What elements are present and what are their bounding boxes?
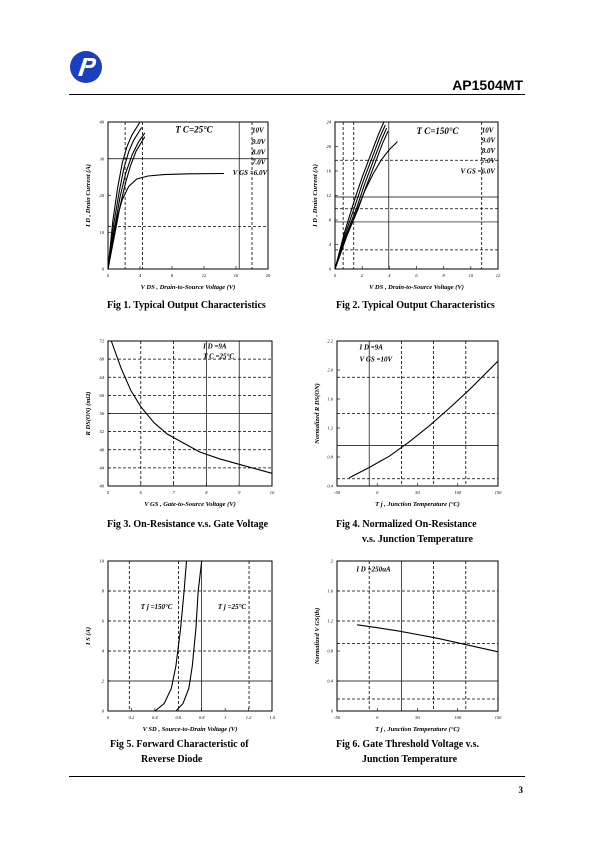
x-tick-label: 6 [139,490,142,495]
x-tick-label: 0 [333,273,337,278]
chart-annotation: T C=150°C [416,125,459,136]
y-tick-label: 1.6 [327,588,333,594]
x-axis-title: T j , Junction Temperature (°C) [375,501,460,508]
fig5-caption-line2: Reverse Diode [141,754,203,765]
y-tick-label: 0.4 [327,678,333,684]
x-tick-label: 9 [238,490,241,495]
series-line-0 [357,625,498,652]
y-tick-label: 64 [99,374,104,380]
x-tick-label: 2 [361,273,364,278]
chart-annotation: T C=25°C [175,124,213,135]
y-tick-label: 8 [101,588,104,594]
y-tick-label: 10 [99,229,104,235]
y-tick-label: 0 [328,266,331,272]
y-tick-label: 4 [328,242,331,247]
x-tick-label: 0 [106,273,110,278]
x-tick-label: -50 [334,715,340,720]
chart-annotation: 7.0V [481,157,496,166]
plot-frame [337,561,498,711]
x-tick-label: 50 [415,490,420,495]
y-tick-label: 44 [99,465,104,471]
y-tick-label: 0.8 [327,454,333,460]
fig5-caption-line1: Fig 5. Forward Characteristic of [110,739,249,750]
header-rule [69,94,525,95]
chart-annotation: V GS =10V [359,355,393,364]
x-tick-label: 5 [106,490,110,495]
y-tick-label: 20 [99,193,104,198]
x-tick-label: 1.2 [245,715,252,720]
y-tick-label: 0 [101,266,104,272]
chart-annotation: 7.0V [252,158,266,167]
y-axis-title: R DS(ON) (mΩ) [85,391,92,436]
y-axis-title: I D , Drain Current (A) [85,164,92,227]
ap-logo [69,50,103,84]
x-tick-label: 0.6 [175,715,182,720]
x-tick-label: 4 [138,273,142,278]
x-tick-label: 8 [170,273,174,278]
x-axis-title: V DS , Drain-to-Source Voltage (V) [369,284,464,291]
plot-frame [108,561,272,711]
y-tick-label: 68 [99,356,104,362]
y-tick-label: 52 [99,429,104,435]
x-tick-label: 7 [172,490,175,495]
y-tick-label: 1.6 [327,396,333,402]
page-number: 3 [518,785,523,795]
series-line-0 [349,361,498,478]
y-tick-label: 8 [328,217,331,223]
x-tick-label: 150 [494,490,502,495]
x-axis-title: V GS , Gate-to-Source Voltage (V) [144,501,236,508]
chart-fig5 [68,551,275,733]
y-axis-title: Normalized V GS(th) [314,607,321,665]
y-tick-label: 56 [99,411,104,416]
x-tick-label: 12 [495,273,501,278]
fig3-caption: Fig 3. On-Resistance v.s. Gate Voltage [107,519,269,530]
chart-annotation: T j =25°C [217,603,247,611]
y-tick-label: 72 [99,338,104,344]
x-tick-label: 10 [468,273,474,278]
y-tick-label: 60 [99,392,104,398]
y-tick-label: 48 [99,447,104,453]
series-line-t-j-150-c [155,561,187,711]
y-tick-label: 40 [99,483,104,489]
chart-annotation: V GS =6.0V [460,167,495,176]
x-tick-label: 50 [415,715,420,720]
y-tick-label: 2.2 [327,338,333,344]
y-tick-label: 0.8 [327,648,333,654]
fig2-caption: Fig 2. Typical Output Characteristics [336,300,495,311]
x-tick-label: 0.4 [152,715,158,720]
x-tick-label: 4 [388,273,391,278]
fig6-caption-line1: Fig 6. Gate Threshold Voltage v.s. [336,739,479,750]
fig6-caption-line2: Junction Temperature [362,754,458,765]
y-tick-label: 10 [99,558,104,564]
series-line-7-0v [108,137,145,269]
chart-annotation: I D =250uA [356,565,391,574]
x-tick-label: 100 [454,490,462,495]
x-tick-label: 1.4 [269,715,275,720]
chart-annotation: T j =150°C [140,603,173,611]
chart-annotation: I D =9A [203,342,227,351]
x-tick-label: 0.8 [198,715,205,720]
y-axis-title: Normalized R DS(ON) [314,383,321,444]
x-axis-title: V DS , Drain-to-Source Voltage (V) [140,284,236,291]
x-axis-title: T j , Junction Temperature (°C) [375,726,460,733]
y-tick-label: 2 [101,678,104,684]
y-tick-label: 4 [101,648,104,654]
plot-frame [335,122,498,269]
x-tick-label: 0 [376,715,379,720]
x-tick-label: -50 [334,490,340,495]
x-axis-title: V SD , Source-to-Drain Voltage (V) [142,726,238,733]
chart-annotation: 10V [252,126,264,135]
y-tick-label: 1.2 [327,425,333,431]
y-tick-label: 2.0 [327,367,333,373]
chart-fig4 [302,333,502,513]
chart-annotation: 9.0V [481,136,496,145]
y-tick-label: 6 [101,618,104,624]
chart-annotation: 8.0V [481,146,496,155]
fig1-caption: Fig 1. Typical Output Characteristics [107,300,266,311]
y-tick-label: 2 [330,558,333,564]
y-tick-label: 20 [326,144,331,149]
y-tick-label: 40 [99,119,104,125]
chart-annotation: 10V [481,126,494,135]
x-tick-label: 0.2 [128,715,135,720]
chart-annotation: V GS =6.0V [232,168,268,177]
y-tick-label: 30 [99,156,104,162]
x-tick-label: 100 [454,715,462,720]
fig4-caption-line2: v.s. Junction Temperature [362,534,473,545]
chart-annotation: T C =25°C [203,352,235,361]
y-axis-title: I S (A) [85,626,92,646]
x-tick-label: 0 [106,715,110,720]
x-tick-label: 150 [494,715,502,720]
y-tick-label: 16 [326,168,331,174]
chart-fig3 [68,333,275,513]
part-number: AP1504MT [452,77,523,93]
x-tick-label: 6 [415,273,418,278]
chart-fig2 [302,112,502,302]
x-tick-label: 20 [265,273,271,278]
y-tick-label: 0 [101,708,104,714]
y-tick-label: 0.4 [327,483,333,489]
x-tick-label: 8 [205,490,208,495]
footer-rule [69,776,525,777]
y-axis-title: I D , Drain Current (A) [312,164,319,227]
chart-annotation: I D =9A [359,343,383,352]
y-tick-label: 12 [326,193,331,198]
chart-annotation: 9.0V [252,138,266,147]
y-tick-label: 1.2 [327,618,333,624]
x-tick-label: 10 [269,490,275,495]
y-tick-label: 0 [330,708,333,714]
series-line-0 [111,341,272,473]
x-tick-label: 8 [442,273,445,278]
chart-fig1 [68,112,271,302]
x-tick-label: 16 [233,273,239,278]
series-line-8-0v [108,133,145,269]
x-tick-label: 12 [201,273,207,278]
x-tick-label: 1 [224,715,227,720]
chart-fig6 [302,551,502,731]
chart-annotation: 8.0V [252,148,266,157]
y-tick-label: 24 [326,119,331,125]
fig4-caption-line1: Fig 4. Normalized On-Resistance [336,519,477,530]
x-tick-label: 0 [376,490,379,495]
